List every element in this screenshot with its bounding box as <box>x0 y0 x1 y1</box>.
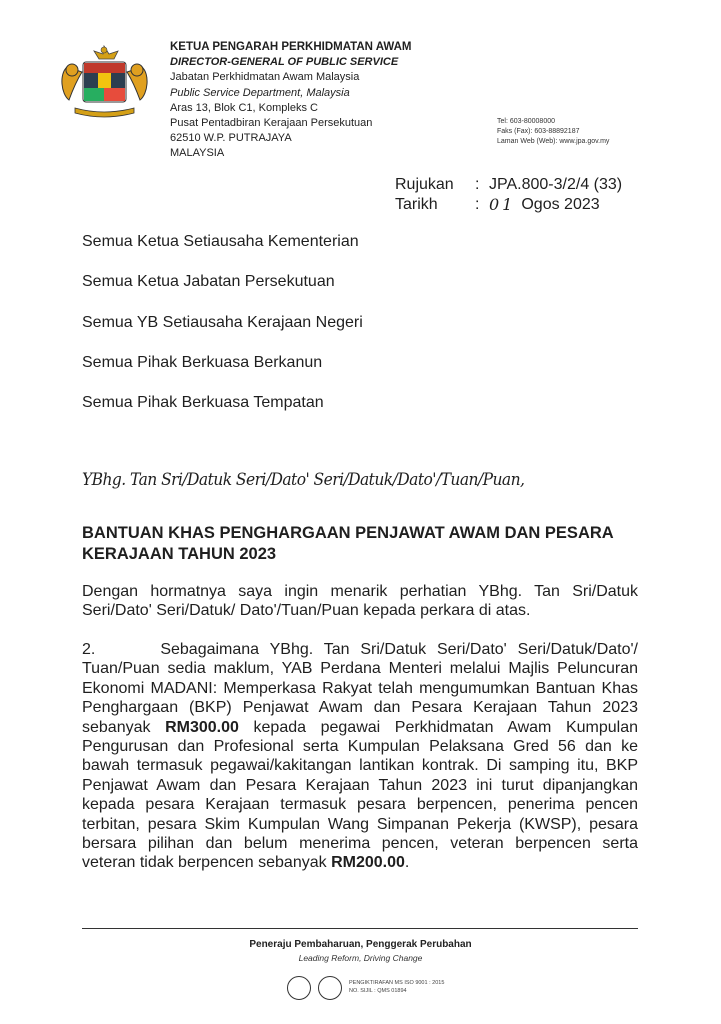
date-month-year: Ogos 2023 <box>521 196 600 213</box>
iso-certification <box>349 979 444 995</box>
paragraph-number: 2. <box>82 641 96 658</box>
full-stop: . <box>404 854 410 872</box>
website: Laman Web (Web): www.jpa.gov.my <box>497 138 610 146</box>
address-line: MALAYSIA <box>170 147 225 160</box>
certification-seal-icon <box>318 976 342 1000</box>
contact-info <box>497 117 609 148</box>
amount-rm200: RM200.00 <box>331 854 405 872</box>
recipient: Semua Ketua Setiausaha Kementerian <box>82 233 359 250</box>
address-line: Pusat Pentadbiran Kerajaan Persekutuan <box>170 117 373 130</box>
reference-number: JPA.800-3/2/4 (33) <box>489 176 623 193</box>
office-title-bm: KETUA PENGARAH PERKHIDMATAN AWAM <box>170 41 412 53</box>
motto-en: Leading Reform, Driving Change <box>298 953 423 963</box>
coat-of-arms-logo <box>57 42 152 120</box>
office-title-en: DIRECTOR-GENERAL OF PUBLIC SERVICE <box>170 56 399 69</box>
recipient: Semua Pihak Berkuasa Tempatan <box>82 394 324 411</box>
letterhead <box>170 40 412 162</box>
date-label: Tarikh <box>395 196 438 213</box>
colon: : <box>475 196 480 213</box>
telephone: Tel: 603-80008000 <box>497 118 555 125</box>
recipient: Semua Ketua Jabatan Persekutuan <box>82 273 335 290</box>
reference-label: Rujukan <box>395 176 454 193</box>
salutation: YBhg. Tan Sri/Datuk Seri/Dato' Seri/Datuk/Dato'/Tuan/Puan, <box>82 470 525 489</box>
motto-bm: Peneraju Pembaharuan, Penggerak Perubahan <box>249 939 472 950</box>
certification-seal-icon <box>287 976 311 1000</box>
subject-heading: BANTUAN KHAS PENGHARGAAN PENJAWAT AWAM DAN PESARA KERAJAAN TAHUN 2023 <box>82 524 614 563</box>
amount-rm300: RM300.00 <box>165 718 239 736</box>
colon: : <box>475 176 480 193</box>
reference-block <box>395 175 622 215</box>
address-line: Aras 13, Blok C1, Kompleks C <box>170 101 318 114</box>
department-bm: Jabatan Perkhidmatan Awam Malaysia <box>170 71 360 84</box>
date-day: 01 <box>489 195 516 214</box>
paragraph-text: kepada pegawai Perkhidmatan Awam Kumpulan Pengurusan dan Profesional serta Kumpulan Pelaksana Gred 56 dan ke bawah termasuk pegawai/kakitangan lantikan kontrak. Di samping itu, BKP Penjawat Awam dan Pesara Kerajaan Tahun 2023 ini turut dipanjangkan kepada pesara Kerajaan termasuk pesara berpencen, penerima pencen terbitan, pesara Skim Kumpulan Wang Simpanan Pekerja (KWSP), pesara bersara pilihan dan belum menerima pencen, veteran berpencen serta veteran tidak berpencen sebanyak <box>82 718 638 872</box>
paragraph-text: Sebagaimana YBhg. Tan Sri/Datuk Seri/Dato' Seri/Datuk/Dato'/ Tuan/Puan sedia maklum, YAB Perdana Menteri melalui Majlis Peluncuran Ekonomi MADANI: Memperkasa Rakyat telah mengumumkan Bantuan Khas Penghargaan (BKP) Penjawat Awam dan Pesara Kerajaan Tahun 2023 sebanyak <box>82 641 639 736</box>
department-en: Public Service Department, Malaysia <box>170 86 350 99</box>
footer-divider <box>82 928 638 929</box>
paragraph-2 <box>82 640 638 873</box>
paragraph-1: Dengan hormatnya saya ingin menarik perhatian YBhg. Tan Sri/Datuk Seri/Dato' Seri/Datuk/ Dato'/Tuan/Puan kepada perkara di atas. <box>82 583 638 620</box>
fax: Faks (Fax): 603-88892187 <box>497 128 580 136</box>
address-line: 62510 W.P. PUTRAJAYA <box>170 132 292 145</box>
recipient: Semua YB Setiausaha Kerajaan Negeri <box>82 314 363 331</box>
cert-line: PENGIKTIRAFAN MS ISO 9001 : 2015 <box>349 980 445 986</box>
recipient: Semua Pihak Berkuasa Berkanun <box>82 354 323 371</box>
cert-line: NO. SIJIL : QMS 01894 <box>349 988 407 994</box>
